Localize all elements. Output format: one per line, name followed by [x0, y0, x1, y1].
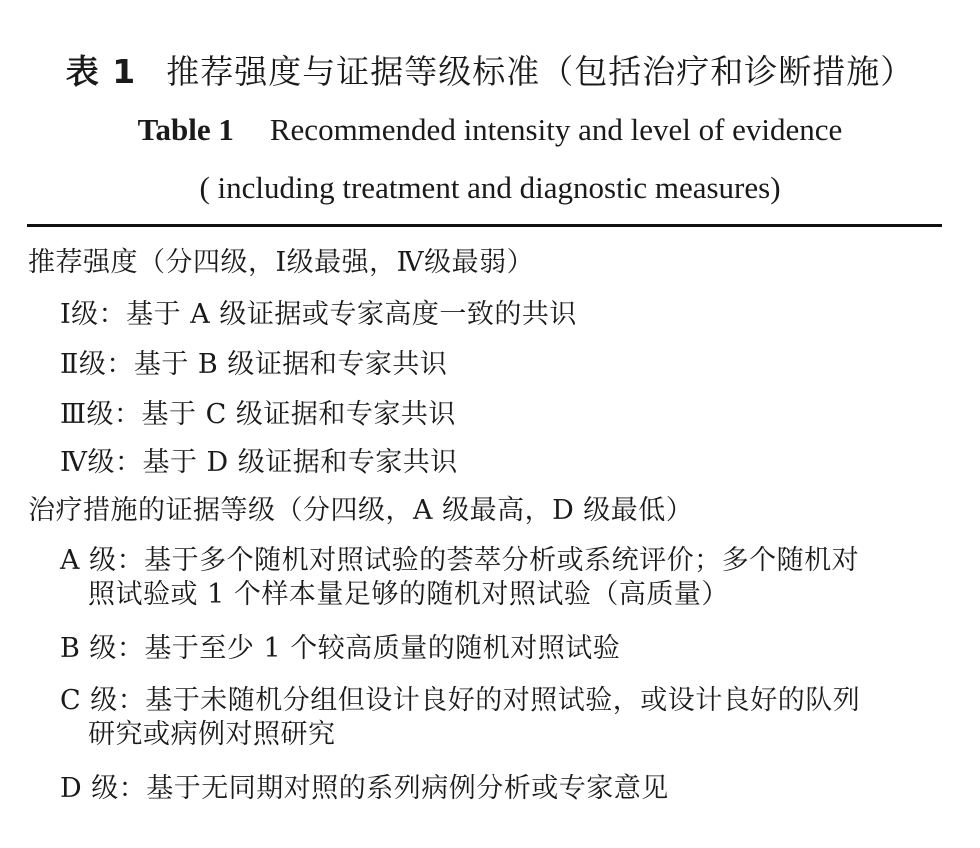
recommendation-heading: 推荐强度（分四级，Ⅰ级最强，Ⅳ级最弱） — [28, 247, 535, 278]
evidence-level-a-line2: 照试验或 1 个样本量足够的随机对照试验（高质量） — [88, 579, 729, 610]
evidence-level-a-line1: A 级：基于多个随机对照试验的荟萃分析或系统评价；多个随机对 — [60, 545, 860, 576]
evidence-level-b: B 级：基于至少 1 个较高质量的随机对照试验 — [60, 633, 621, 664]
table-number-cn: 表 1 — [65, 52, 137, 91]
recommendation-level-3: Ⅲ级：基于 C 级证据和专家共识 — [60, 399, 456, 430]
evidence-heading: 治疗措施的证据等级（分四级，A 级最高，D 级最低） — [28, 495, 694, 526]
top-rule-divider — [27, 224, 942, 227]
table-title-english-line2 — [0, 168, 980, 208]
evidence-level-c-line1: C 级：基于未随机分组但设计良好的对照试验，或设计良好的队列 — [60, 685, 861, 716]
table-caption-en: Recommended intensity and level of evidence — [269, 112, 843, 147]
table-number-en: Table 1 — [137, 112, 234, 147]
recommendation-level-2: Ⅱ级：基于 B 级证据和专家共识 — [60, 349, 448, 380]
table-caption-cn: 推荐强度与证据等级标准（包括治疗和诊断措施） — [166, 52, 915, 91]
table-title-chinese — [0, 50, 980, 94]
recommendation-level-4: Ⅳ级：基于 D 级证据和专家共识 — [60, 447, 458, 478]
evidence-level-d: D 级：基于无同期对照的系列病例分析或专家意见 — [60, 773, 669, 804]
evidence-level-c-line2: 研究或病例对照研究 — [88, 719, 336, 750]
table-title-english-line1 — [0, 110, 980, 150]
evidence-level-c — [60, 684, 940, 752]
evidence-level-a — [60, 544, 940, 612]
table-caption-en-continued: ( including treatment and diagnostic measures) — [199, 170, 781, 205]
recommendation-level-1: Ⅰ级：基于 A 级证据或专家高度一致的共识 — [60, 299, 577, 330]
